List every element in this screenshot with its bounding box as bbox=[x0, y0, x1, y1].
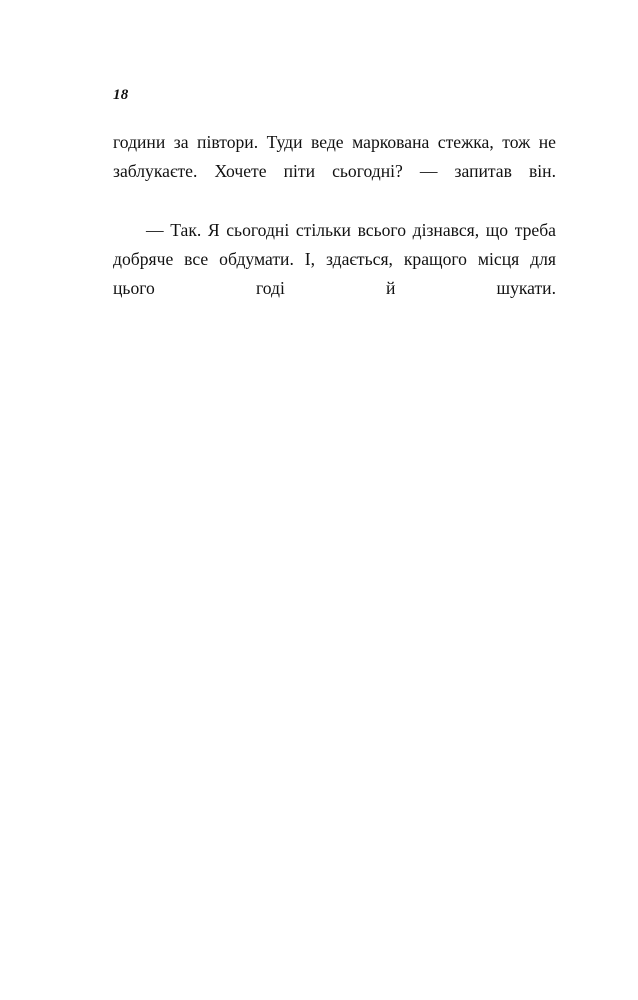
paragraph: — Так. Я сьогодні стільки всього дізнався, що треба добряче все обдумати. І, здається, кращого місця для цього годі й шукати. bbox=[113, 219, 556, 299]
page-number: 18 bbox=[113, 87, 129, 103]
page-body-text bbox=[113, 128, 556, 332]
paragraph: години за півтори. Туди веде маркована стежка, тож не заблукаєте. Хочете піти сьогодні? — запитав він. bbox=[113, 132, 556, 182]
